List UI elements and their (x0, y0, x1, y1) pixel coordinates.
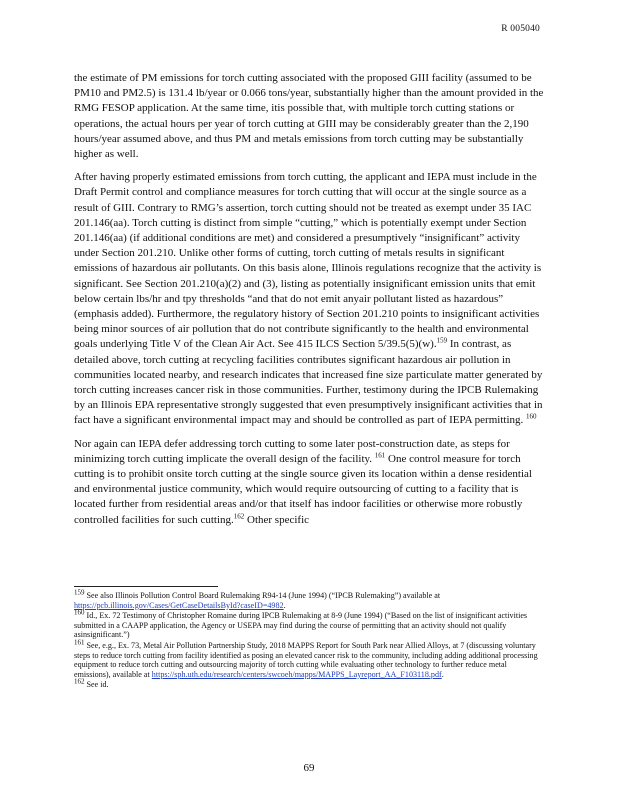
footnote-159 (74, 588, 544, 610)
footnote-divider (74, 586, 218, 587)
footnote-ref-159[interactable]: 159 (436, 336, 448, 345)
footnote-trailing: . (283, 600, 286, 610)
paragraph-3 (74, 437, 544, 528)
footnote-ref-161[interactable]: 161 (374, 451, 386, 460)
footnote-160 (74, 608, 544, 640)
paragraph-text: After having properly estimated emissions from torch cutting, the applicant and IEPA must include in the Draft Permit control and compliance measures for torch cutting that will occur at the single source as a result of GIII. Contrary to RMG’s assertion, torch cutting should not be treated as exempt under 35 IAC 201.146(aa). Torch cutting is distinct from simple “cutting,” which is potentially exempt under Section 201.146(aa) (if additional conditions are met) and considered a presumptively “insignificant” activity under Section 201.210. Unlike other forms of cutting, torch cutting of metals results in significant emissions of hazardous air pollutants. On this basis alone, Illinois regulations recognize that the activity is significant. See Section 201.210(a)(2) and (3), listing as potentially insignificant emission units that emit below certain lbs/hr and tpy thresholds “and that do not emit anyair pollutant listed as hazardous” (emphasis added). Furthermore, the regulatory history of Section 201.210 points to insignificant activities being minor sources of air pollution that do not contribute significantly to the health and environmental goals underlying Title V of the Clean Air Act. See 415 ILCS Section 5/39.5(5)(w). (74, 171, 542, 351)
paragraph-2 (74, 170, 544, 428)
footnote-text: See also Illinois Pollution Control Board Rulemaking R94-14 (June 1994) (“IPCB Rulemaking”) available at (84, 591, 441, 600)
footnote-ref-162[interactable]: 162 (233, 512, 245, 521)
footnote-text: Id., Ex. 72 Testimony of Christopher Romaine during IPCB Rulemaking at 8-9 (June 1994) (“Based on the list of insignificant activities submitted in a CAAPP application, the Agency or USEPA may find during the course of permitting that an activity should not qualify asinsignificant.”) (74, 611, 528, 640)
footnote-text: See, e.g., Ex. 73, Metal Air Pollution Partnership Study, 2018 MAPPS Report for South Park near Allied Alloys, at 7 (discussing voluntary steps to reduce torch cutting from facility identified as posing an elevated cancer risk to the community, including adding additional processing equipment to reduce torch cutting and outsourcing majority of torch cutting while evaluating other technology to further reduce metal emissions), available at (74, 640, 538, 679)
footnote-number: 162 (74, 677, 85, 686)
paragraph-text: In contrast, as detailed above, torch cutting at recycling facilities contributes significant hazardous air pollution in communities located nearby, and research indicates that increased fine size particulate matter generated by torch cutting increases cancer risk in those communities. Further, testimony during the IPCB Rulemaking by an Illinois EPA representative strongly suggested that even presumptively insignificant activities that in fact have a significant environmental impact may and should be controlled as part of IEPA permitting. (74, 338, 543, 427)
footnote-link[interactable]: https://pcb.illinois.gov/Cases/GetCaseDetailsById?caseID=4982 (74, 600, 284, 610)
footnote-text: See id. (84, 680, 109, 690)
footnote-number: 161 (74, 638, 85, 647)
paragraph-text: Nor again can IEPA defer addressing torch cutting to some later post-construction date, as steps for minimizing torch cutting implicate the overall design of the facility. (74, 437, 510, 465)
footnote-ref-160[interactable]: 160 (526, 412, 537, 421)
footnote-162 (74, 677, 544, 690)
footnote-161 (74, 638, 544, 679)
paragraph-text: One control measure for torch cutting is to prohibit onsite torch cutting at the single source given its location within a dense residential and environmental justice community, which would require outsourcing of cutting to a facility that is located further from residential areas and/or that itself has indoor facilities or otherwise more robustly controlled facilities for such cutting. (74, 452, 532, 526)
body-text (74, 71, 544, 536)
footnote-number: 160 (74, 608, 85, 617)
page-number: 69 (303, 762, 315, 774)
paragraph-text: Other specific (244, 513, 310, 526)
footnote-number: 159 (74, 588, 85, 597)
bates-number: R 005040 (501, 24, 540, 34)
footnote-link[interactable]: https://sph.uth.edu/research/centers/swcoeh/mapps/MAPPS_Layreport_AA_F103118.pdf (151, 669, 442, 679)
footnote-trailing: . (441, 669, 444, 679)
paragraph-text: the estimate of PM emissions for torch cutting associated with the proposed GIII facility (assumed to be PM10 and PM2.5) is 131.4 lb/year or 0.066 tons/year, substantially higher than the amount provided in the RMG FESOP application. At the same time, itis possible that, with multiple torch cutting stations or operations, the actual hours per year of torch cutting at GIII may be considerably greater than the 2,190 hours/year assumed above, and thus PM and metals emissions from torch cutting may be substantially higher as well. (74, 72, 544, 161)
paragraph-1 (74, 71, 544, 162)
footnotes (74, 588, 544, 691)
